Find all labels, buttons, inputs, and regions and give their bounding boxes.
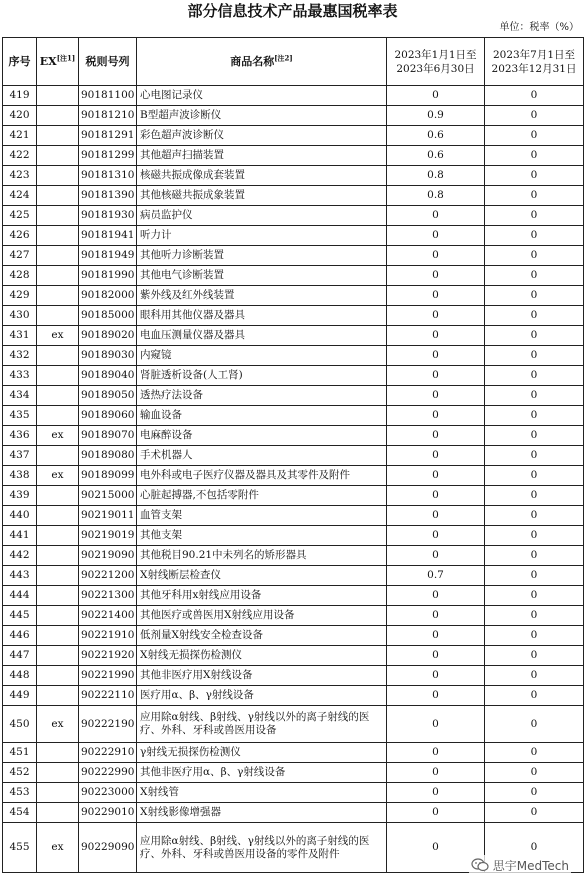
wechat-icon — [471, 858, 489, 872]
cell-code: 90219019 — [79, 526, 137, 546]
cell-rate-h1: 0 — [387, 306, 485, 326]
cell-code: 90222990 — [79, 763, 137, 783]
table-row — [3, 146, 584, 166]
cell-ex — [37, 546, 79, 566]
cell-ex — [37, 743, 79, 763]
cell-seq: 427 — [3, 246, 37, 266]
header-rate-h2 — [485, 38, 584, 86]
watermark — [469, 855, 571, 875]
cell-rate-h1: 0.6 — [387, 146, 485, 166]
cell-rate-h1: 0 — [387, 626, 485, 646]
cell-rate-h2: 0 — [485, 706, 584, 743]
cell-code: 90181100 — [79, 86, 137, 106]
cell-rate-h1: 0 — [387, 823, 485, 873]
cell-code: 90229010 — [79, 803, 137, 823]
cell-rate-h2: 0 — [485, 146, 584, 166]
cell-code: 90185000 — [79, 306, 137, 326]
cell-code: 90189030 — [79, 346, 137, 366]
cell-ex — [37, 606, 79, 626]
cell-code: 90189040 — [79, 366, 137, 386]
table-row — [3, 666, 584, 686]
header-name-note: [注2] — [274, 53, 293, 63]
cell-code: 90189020 — [79, 326, 137, 346]
cell-ex — [37, 486, 79, 506]
cell-ex — [37, 406, 79, 426]
cell-seq: 423 — [3, 166, 37, 186]
cell-code: 90181990 — [79, 266, 137, 286]
cell-seq: 454 — [3, 803, 37, 823]
cell-rate-h2: 0 — [485, 466, 584, 486]
cell-seq: 445 — [3, 606, 37, 626]
cell-rate-h2: 0 — [485, 626, 584, 646]
cell-code: 90189099 — [79, 466, 137, 486]
cell-rate-h1: 0 — [387, 666, 485, 686]
cell-code: 90221990 — [79, 666, 137, 686]
cell-rate-h1: 0 — [387, 466, 485, 486]
table-row — [3, 286, 584, 306]
cell-rate-h1: 0 — [387, 86, 485, 106]
cell-seq: 440 — [3, 506, 37, 526]
cell-seq: 426 — [3, 226, 37, 246]
cell-rate-h1: 0 — [387, 346, 485, 366]
cell-rate-h2: 0 — [485, 743, 584, 763]
cell-name: 血管支架 — [137, 506, 387, 526]
cell-code: 90222910 — [79, 743, 137, 763]
cell-name: γ射线无损探伤检测仪 — [137, 743, 387, 763]
cell-ex — [37, 206, 79, 226]
cell-rate-h2: 0 — [485, 126, 584, 146]
cell-ex — [37, 566, 79, 586]
table-row — [3, 226, 584, 246]
cell-rate-h1: 0 — [387, 386, 485, 406]
header-rate-h1 — [387, 38, 485, 86]
cell-ex — [37, 186, 79, 206]
table-row — [3, 803, 584, 823]
cell-seq: 420 — [3, 106, 37, 126]
cell-ex: ex — [37, 326, 79, 346]
header-name — [137, 38, 387, 86]
cell-ex — [37, 246, 79, 266]
cell-name: 其他税目90.21中未列名的矫形器具 — [137, 546, 387, 566]
cell-seq: 455 — [3, 823, 37, 873]
table-row — [3, 246, 584, 266]
cell-name: 心脏起搏器,不包括零附件 — [137, 486, 387, 506]
cell-seq: 421 — [3, 126, 37, 146]
cell-rate-h1: 0 — [387, 486, 485, 506]
cell-ex — [37, 286, 79, 306]
header-rate-h2-line1: 2023年7月1日至 — [492, 48, 576, 61]
table-row — [3, 743, 584, 763]
cell-code: 90189070 — [79, 426, 137, 446]
cell-name: X射线影像增强器 — [137, 803, 387, 823]
cell-name: 其他听力诊断装置 — [137, 246, 387, 266]
cell-name: X射线管 — [137, 783, 387, 803]
table-row — [3, 406, 584, 426]
cell-code: 90221910 — [79, 626, 137, 646]
cell-name: 电外科或电子医疗仪器及器具及其零件及附件 — [137, 466, 387, 486]
header-ex — [37, 38, 79, 86]
cell-name: 其他医疗或兽医用X射线应用设备 — [137, 606, 387, 626]
table-row — [3, 486, 584, 506]
cell-seq: 450 — [3, 706, 37, 743]
cell-rate-h2: 0 — [485, 566, 584, 586]
cell-rate-h1: 0 — [387, 803, 485, 823]
cell-seq: 444 — [3, 586, 37, 606]
cell-ex: ex — [37, 706, 79, 743]
cell-rate-h1: 0 — [387, 206, 485, 226]
cell-ex — [37, 506, 79, 526]
cell-rate-h2: 0 — [485, 86, 584, 106]
cell-name: X射线断层检查仪 — [137, 566, 387, 586]
tariff-table — [2, 37, 584, 873]
cell-code: 90181299 — [79, 146, 137, 166]
cell-seq: 441 — [3, 526, 37, 546]
cell-name: 电血压测量仪器及器具 — [137, 326, 387, 346]
cell-ex — [37, 306, 79, 326]
cell-code: 90222110 — [79, 686, 137, 706]
cell-name: 听力计 — [137, 226, 387, 246]
cell-rate-h2: 0 — [485, 246, 584, 266]
table-row — [3, 166, 584, 186]
cell-rate-h2: 0 — [485, 686, 584, 706]
cell-ex — [37, 126, 79, 146]
cell-rate-h2: 0 — [485, 386, 584, 406]
cell-code: 90219011 — [79, 506, 137, 526]
cell-code: 90221300 — [79, 586, 137, 606]
header-seq: 序号 — [3, 38, 37, 86]
cell-name: 心电图记录仪 — [137, 86, 387, 106]
cell-rate-h2: 0 — [485, 666, 584, 686]
table-row — [3, 646, 584, 666]
cell-seq: 428 — [3, 266, 37, 286]
cell-name: 应用除α射线、β射线、γ射线以外的离子射线的医疗、外科、牙科或兽医用设备的零件及附件 — [137, 823, 387, 873]
cell-seq: 432 — [3, 346, 37, 366]
cell-rate-h1: 0 — [387, 743, 485, 763]
cell-seq: 430 — [3, 306, 37, 326]
cell-rate-h1: 0.9 — [387, 106, 485, 126]
cell-ex: ex — [37, 823, 79, 873]
cell-seq: 435 — [3, 406, 37, 426]
cell-name: 其他核磁共振成象装置 — [137, 186, 387, 206]
cell-code: 90181949 — [79, 246, 137, 266]
cell-rate-h2: 0 — [485, 486, 584, 506]
cell-ex — [37, 803, 79, 823]
cell-rate-h2: 0 — [485, 286, 584, 306]
cell-rate-h1: 0 — [387, 426, 485, 446]
cell-seq: 419 — [3, 86, 37, 106]
header-rate-h1-line1: 2023年1月1日至 — [394, 48, 477, 61]
cell-rate-h2: 0 — [485, 166, 584, 186]
cell-code: 90215000 — [79, 486, 137, 506]
cell-rate-h2: 0 — [485, 803, 584, 823]
cell-code: 90181210 — [79, 106, 137, 126]
cell-rate-h1: 0 — [387, 606, 485, 626]
cell-name: B型超声波诊断仪 — [137, 106, 387, 126]
header-rate-h2-line2: 2023年12月31日 — [491, 62, 577, 75]
cell-name: 其他电气诊断装置 — [137, 266, 387, 286]
table-row — [3, 306, 584, 326]
cell-ex — [37, 763, 79, 783]
cell-rate-h1: 0.8 — [387, 186, 485, 206]
cell-code: 90189060 — [79, 406, 137, 426]
cell-rate-h2: 0 — [485, 526, 584, 546]
header-ex-note: [注1] — [56, 53, 76, 63]
cell-name: 肾脏透析设备(人工肾) — [137, 366, 387, 386]
cell-rate-h2: 0 — [485, 226, 584, 246]
cell-name: 透热疗法设备 — [137, 386, 387, 406]
table-row — [3, 126, 584, 146]
cell-rate-h2: 0 — [485, 783, 584, 803]
cell-name: 输血设备 — [137, 406, 387, 426]
cell-ex — [37, 266, 79, 286]
cell-seq: 437 — [3, 446, 37, 466]
cell-rate-h1: 0 — [387, 646, 485, 666]
cell-rate-h1: 0 — [387, 246, 485, 266]
cell-rate-h2: 0 — [485, 106, 584, 126]
cell-code: 90222190 — [79, 706, 137, 743]
cell-rate-h2: 0 — [485, 366, 584, 386]
cell-ex — [37, 526, 79, 546]
cell-seq: 424 — [3, 186, 37, 206]
cell-code: 90223000 — [79, 783, 137, 803]
table-body — [3, 86, 584, 873]
cell-name: 手术机器人 — [137, 446, 387, 466]
cell-seq: 452 — [3, 763, 37, 783]
cell-rate-h1: 0 — [387, 506, 485, 526]
table-row — [3, 686, 584, 706]
cell-rate-h1: 0.8 — [387, 166, 485, 186]
cell-seq: 436 — [3, 426, 37, 446]
cell-rate-h1: 0 — [387, 526, 485, 546]
cell-seq: 431 — [3, 326, 37, 346]
cell-rate-h2: 0 — [485, 346, 584, 366]
cell-rate-h2: 0 — [485, 646, 584, 666]
cell-seq: 425 — [3, 206, 37, 226]
cell-seq: 449 — [3, 686, 37, 706]
cell-rate-h2: 0 — [485, 426, 584, 446]
table-row — [3, 326, 584, 346]
table-row — [3, 446, 584, 466]
cell-ex — [37, 626, 79, 646]
cell-rate-h1: 0 — [387, 686, 485, 706]
cell-name: 其他牙科用x射线应用设备 — [137, 586, 387, 606]
cell-name: 低剂量X射线安全检查设备 — [137, 626, 387, 646]
cell-ex: ex — [37, 466, 79, 486]
table-row — [3, 783, 584, 803]
table-row — [3, 186, 584, 206]
cell-code: 90221400 — [79, 606, 137, 626]
header-rate-h1-line2: 2023年6月30日 — [396, 62, 475, 75]
cell-code: 90221920 — [79, 646, 137, 666]
table-row — [3, 86, 584, 106]
table-row — [3, 566, 584, 586]
cell-rate-h2: 0 — [485, 586, 584, 606]
cell-rate-h1: 0 — [387, 446, 485, 466]
cell-code: 90182000 — [79, 286, 137, 306]
cell-code: 90181291 — [79, 126, 137, 146]
cell-seq: 433 — [3, 366, 37, 386]
cell-rate-h2: 0 — [485, 326, 584, 346]
cell-rate-h1: 0 — [387, 763, 485, 783]
cell-rate-h1: 0 — [387, 226, 485, 246]
table-row — [3, 526, 584, 546]
cell-ex — [37, 783, 79, 803]
cell-rate-h1: 0.7 — [387, 566, 485, 586]
page-title: 部分信息技术产品最惠国税率表 — [187, 2, 398, 20]
cell-rate-h2: 0 — [485, 206, 584, 226]
cell-code: 90229090 — [79, 823, 137, 873]
header-ex-label: EX — [39, 55, 57, 68]
cell-seq: 429 — [3, 286, 37, 306]
cell-rate-h1: 0 — [387, 546, 485, 566]
cell-rate-h2: 0 — [485, 506, 584, 526]
cell-rate-h1: 0 — [387, 586, 485, 606]
cell-ex — [37, 666, 79, 686]
cell-code: 90189050 — [79, 386, 137, 406]
cell-code: 90221200 — [79, 566, 137, 586]
cell-code: 90181310 — [79, 166, 137, 186]
table-row — [3, 763, 584, 783]
cell-ex — [37, 346, 79, 366]
cell-seq: 422 — [3, 146, 37, 166]
cell-seq: 438 — [3, 466, 37, 486]
cell-rate-h1: 0.6 — [387, 126, 485, 146]
cell-name: 眼科用其他仪器及器具 — [137, 306, 387, 326]
cell-rate-h2: 0 — [485, 823, 584, 873]
cell-name: 病员监护仪 — [137, 206, 387, 226]
cell-rate-h1: 0 — [387, 406, 485, 426]
table-row — [3, 266, 584, 286]
cell-ex — [37, 86, 79, 106]
cell-name: 其他支架 — [137, 526, 387, 546]
table-row — [3, 606, 584, 626]
cell-code: 90189080 — [79, 446, 137, 466]
cell-seq: 447 — [3, 646, 37, 666]
cell-ex — [37, 366, 79, 386]
table-row — [3, 386, 584, 406]
table-row — [3, 426, 584, 446]
table-row — [3, 466, 584, 486]
unit-note: 单位：税率（%） — [499, 22, 579, 33]
cell-ex — [37, 226, 79, 246]
cell-name: 核磁共振成像成套装置 — [137, 166, 387, 186]
cell-name: 其他超声扫描装置 — [137, 146, 387, 166]
cell-ex — [37, 106, 79, 126]
table-row — [3, 106, 584, 126]
cell-seq: 442 — [3, 546, 37, 566]
cell-rate-h2: 0 — [485, 763, 584, 783]
header-name-label: 商品名称 — [230, 55, 275, 68]
cell-name: 电麻醉设备 — [137, 426, 387, 446]
cell-ex — [37, 146, 79, 166]
cell-rate-h2: 0 — [485, 406, 584, 426]
cell-name: 医疗用α、β、γ射线设备 — [137, 686, 387, 706]
cell-seq: 453 — [3, 783, 37, 803]
cell-seq: 448 — [3, 666, 37, 686]
cell-ex — [37, 166, 79, 186]
table-row — [3, 546, 584, 566]
cell-ex — [37, 586, 79, 606]
table-row — [3, 366, 584, 386]
cell-code: 90181390 — [79, 186, 137, 206]
table-row — [3, 506, 584, 526]
cell-rate-h1: 0 — [387, 266, 485, 286]
cell-name: 内窥镜 — [137, 346, 387, 366]
cell-rate-h1: 0 — [387, 286, 485, 306]
cell-name: 应用除α射线、β射线、γ射线以外的离子射线的医疗、外科、牙科或兽医用设备 — [137, 706, 387, 743]
cell-seq: 443 — [3, 566, 37, 586]
cell-rate-h1: 0 — [387, 366, 485, 386]
cell-seq: 434 — [3, 386, 37, 406]
cell-ex — [37, 386, 79, 406]
cell-rate-h2: 0 — [485, 266, 584, 286]
cell-ex — [37, 646, 79, 666]
cell-name: 其他非医疗用α、β、γ射线设备 — [137, 763, 387, 783]
table-row — [3, 206, 584, 226]
table-row — [3, 626, 584, 646]
cell-rate-h1: 0 — [387, 326, 485, 346]
table-row — [3, 706, 584, 743]
header-code: 税则号列 — [79, 38, 137, 86]
cell-rate-h2: 0 — [485, 306, 584, 326]
cell-name: 彩色超声波诊断仪 — [137, 126, 387, 146]
cell-rate-h2: 0 — [485, 546, 584, 566]
cell-code: 90181930 — [79, 206, 137, 226]
cell-code: 90181941 — [79, 226, 137, 246]
table-row — [3, 586, 584, 606]
table-row — [3, 346, 584, 366]
cell-ex — [37, 686, 79, 706]
header-row — [3, 38, 584, 86]
cell-ex: ex — [37, 426, 79, 446]
cell-rate-h1: 0 — [387, 783, 485, 803]
cell-seq: 439 — [3, 486, 37, 506]
cell-rate-h1: 0 — [387, 706, 485, 743]
cell-code: 90219090 — [79, 546, 137, 566]
cell-rate-h2: 0 — [485, 186, 584, 206]
cell-name: 其他非医疗用X射线设备 — [137, 666, 387, 686]
cell-ex — [37, 446, 79, 466]
cell-name: X射线无损探伤检测仪 — [137, 646, 387, 666]
cell-name: 紫外线及红外线装置 — [137, 286, 387, 306]
cell-rate-h2: 0 — [485, 606, 584, 626]
cell-seq: 446 — [3, 626, 37, 646]
watermark-text: 思宇MedTech — [492, 858, 569, 873]
cell-seq: 451 — [3, 743, 37, 763]
cell-rate-h2: 0 — [485, 446, 584, 466]
